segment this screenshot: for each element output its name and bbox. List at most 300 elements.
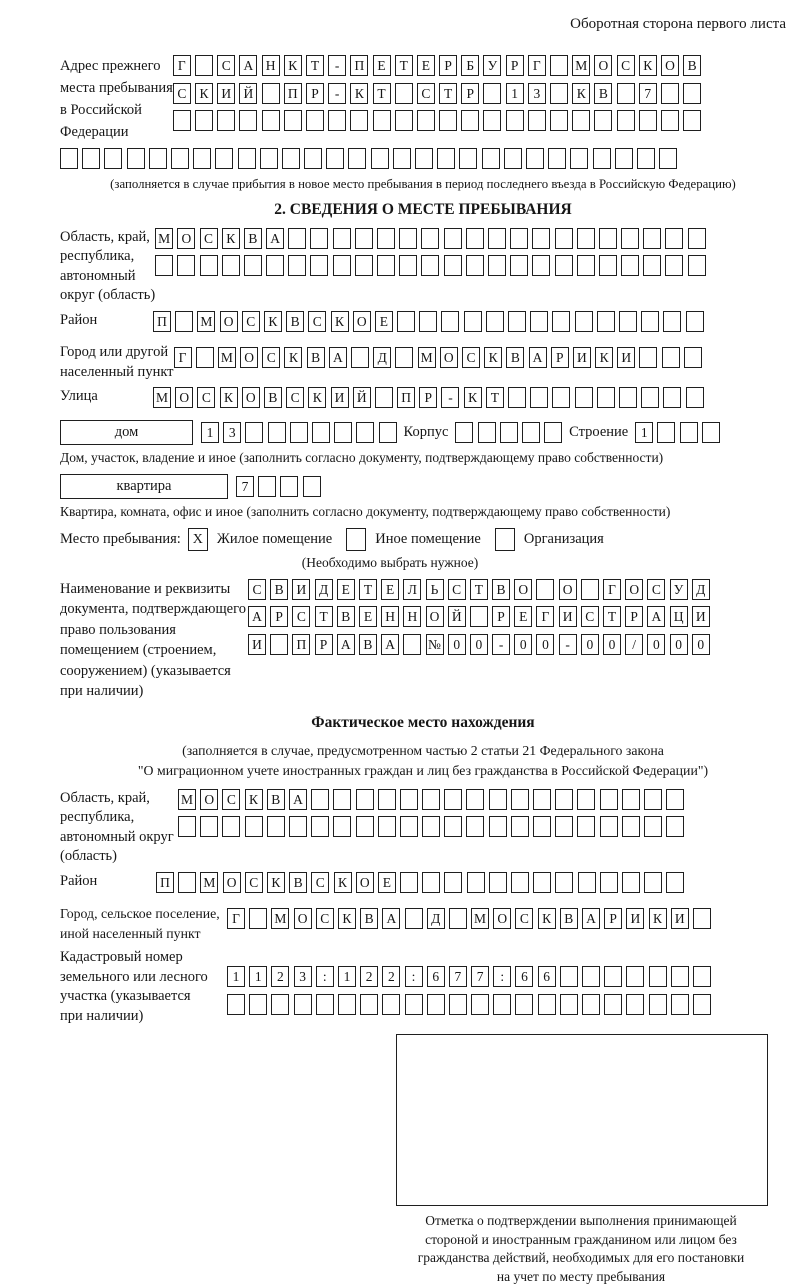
char-box[interactable]: [482, 148, 500, 169]
char-box[interactable]: [266, 255, 284, 276]
char-box[interactable]: [427, 994, 445, 1015]
char-box[interactable]: [666, 816, 684, 837]
char-box[interactable]: [373, 110, 391, 131]
char-box[interactable]: [421, 255, 439, 276]
char-box[interactable]: К: [334, 872, 352, 893]
char-box[interactable]: №: [426, 634, 444, 655]
char-box[interactable]: С: [448, 579, 466, 600]
char-box[interactable]: [617, 83, 635, 104]
char-box[interactable]: -: [492, 634, 510, 655]
char-box[interactable]: [644, 872, 662, 893]
char-box[interactable]: [104, 148, 122, 169]
char-box[interactable]: [510, 255, 528, 276]
char-box[interactable]: [619, 387, 637, 408]
checkbox-zhiloe[interactable]: X: [188, 528, 208, 551]
char-box[interactable]: [666, 872, 684, 893]
char-box[interactable]: [550, 55, 568, 76]
char-box[interactable]: К: [484, 347, 502, 368]
char-box[interactable]: [621, 255, 639, 276]
char-box[interactable]: [530, 311, 548, 332]
char-box[interactable]: Ь: [426, 579, 444, 600]
char-box[interactable]: Е: [514, 606, 532, 627]
char-box[interactable]: [333, 789, 351, 810]
char-box[interactable]: К: [220, 387, 238, 408]
char-box[interactable]: [657, 422, 675, 443]
dom-type-box[interactable]: дом: [60, 420, 193, 445]
char-box[interactable]: О: [200, 789, 218, 810]
char-box[interactable]: [405, 908, 423, 929]
char-box[interactable]: А: [289, 789, 307, 810]
char-box[interactable]: К: [264, 311, 282, 332]
char-box[interactable]: М: [200, 872, 218, 893]
char-box[interactable]: И: [292, 579, 310, 600]
char-box[interactable]: С: [262, 347, 280, 368]
char-box[interactable]: [351, 347, 369, 368]
char-box[interactable]: [200, 255, 218, 276]
char-box[interactable]: Т: [470, 579, 488, 600]
char-box[interactable]: О: [242, 387, 260, 408]
kvartira-type-box[interactable]: квартира: [60, 474, 228, 499]
char-box[interactable]: [375, 387, 393, 408]
char-box[interactable]: Р: [604, 908, 622, 929]
char-box[interactable]: [600, 789, 618, 810]
char-box[interactable]: А: [381, 634, 399, 655]
char-box[interactable]: [506, 110, 524, 131]
char-box[interactable]: [593, 148, 611, 169]
char-box[interactable]: [637, 148, 655, 169]
char-box[interactable]: [659, 148, 677, 169]
char-box[interactable]: [533, 872, 551, 893]
char-box[interactable]: 6: [427, 966, 445, 987]
char-box[interactable]: Е: [359, 606, 377, 627]
char-box[interactable]: [260, 148, 278, 169]
char-box[interactable]: К: [595, 347, 613, 368]
char-box[interactable]: В: [359, 634, 377, 655]
char-box[interactable]: [310, 228, 328, 249]
char-box[interactable]: [399, 228, 417, 249]
char-box[interactable]: [530, 387, 548, 408]
char-box[interactable]: 0: [514, 634, 532, 655]
char-box[interactable]: [604, 966, 622, 987]
char-box[interactable]: П: [153, 311, 171, 332]
char-box[interactable]: С: [292, 606, 310, 627]
char-box[interactable]: В: [337, 606, 355, 627]
char-box[interactable]: [488, 228, 506, 249]
char-box[interactable]: -: [559, 634, 577, 655]
char-box[interactable]: [444, 816, 462, 837]
char-box[interactable]: [328, 110, 346, 131]
char-box[interactable]: Ц: [670, 606, 688, 627]
char-box[interactable]: В: [360, 908, 378, 929]
char-box[interactable]: [238, 148, 256, 169]
char-box[interactable]: [200, 816, 218, 837]
char-box[interactable]: Г: [536, 606, 554, 627]
char-box[interactable]: [437, 148, 455, 169]
char-box[interactable]: [581, 579, 599, 600]
char-box[interactable]: М: [178, 789, 196, 810]
char-box[interactable]: 7: [236, 476, 254, 497]
char-box[interactable]: [489, 872, 507, 893]
char-box[interactable]: [400, 789, 418, 810]
char-box[interactable]: [626, 994, 644, 1015]
char-box[interactable]: [333, 228, 351, 249]
char-box[interactable]: П: [350, 55, 368, 76]
char-box[interactable]: О: [514, 579, 532, 600]
char-box[interactable]: [350, 110, 368, 131]
char-box[interactable]: С: [248, 579, 266, 600]
char-box[interactable]: [544, 422, 562, 443]
char-box[interactable]: [622, 816, 640, 837]
char-box[interactable]: [617, 110, 635, 131]
char-box[interactable]: М: [418, 347, 436, 368]
char-box[interactable]: [666, 789, 684, 810]
checkbox-organizatsiya[interactable]: [495, 528, 515, 551]
char-box[interactable]: [555, 816, 573, 837]
char-box[interactable]: [421, 228, 439, 249]
char-box[interactable]: [483, 83, 501, 104]
char-box[interactable]: [249, 994, 267, 1015]
char-box[interactable]: [693, 966, 711, 987]
char-box[interactable]: И: [671, 908, 689, 929]
char-box[interactable]: [578, 872, 596, 893]
char-box[interactable]: К: [350, 83, 368, 104]
char-box[interactable]: Г: [603, 579, 621, 600]
char-box[interactable]: [493, 994, 511, 1015]
char-box[interactable]: С: [245, 872, 263, 893]
char-box[interactable]: [239, 110, 257, 131]
char-box[interactable]: И: [692, 606, 710, 627]
char-box[interactable]: [441, 311, 459, 332]
char-box[interactable]: [326, 148, 344, 169]
char-box[interactable]: О: [426, 606, 444, 627]
char-box[interactable]: [60, 148, 78, 169]
char-box[interactable]: 1: [201, 422, 219, 443]
char-box[interactable]: С: [617, 55, 635, 76]
char-box[interactable]: [508, 387, 526, 408]
char-box[interactable]: [511, 816, 529, 837]
char-box[interactable]: [683, 83, 701, 104]
char-box[interactable]: С: [242, 311, 260, 332]
char-box[interactable]: [282, 148, 300, 169]
char-box[interactable]: [280, 476, 298, 497]
char-box[interactable]: [511, 789, 529, 810]
char-box[interactable]: [249, 908, 267, 929]
char-box[interactable]: 0: [470, 634, 488, 655]
char-box[interactable]: 1: [506, 83, 524, 104]
char-box[interactable]: [464, 311, 482, 332]
char-box[interactable]: -: [328, 55, 346, 76]
char-box[interactable]: Р: [306, 83, 324, 104]
char-box[interactable]: [597, 387, 615, 408]
char-box[interactable]: [334, 422, 352, 443]
char-box[interactable]: [217, 110, 235, 131]
char-box[interactable]: М: [271, 908, 289, 929]
char-box[interactable]: [626, 966, 644, 987]
char-box[interactable]: Й: [353, 387, 371, 408]
char-box[interactable]: 3: [528, 83, 546, 104]
char-box[interactable]: [193, 148, 211, 169]
char-box[interactable]: [245, 422, 263, 443]
char-box[interactable]: [397, 311, 415, 332]
char-box[interactable]: Д: [427, 908, 445, 929]
char-box[interactable]: [400, 816, 418, 837]
char-box[interactable]: [560, 966, 578, 987]
char-box[interactable]: И: [217, 83, 235, 104]
char-box[interactable]: С: [417, 83, 435, 104]
char-box[interactable]: [599, 255, 617, 276]
char-box[interactable]: Т: [395, 55, 413, 76]
char-box[interactable]: [466, 228, 484, 249]
char-box[interactable]: Й: [448, 606, 466, 627]
char-box[interactable]: Н: [403, 606, 421, 627]
char-box[interactable]: [478, 422, 496, 443]
char-box[interactable]: [378, 816, 396, 837]
char-box[interactable]: [639, 347, 657, 368]
char-box[interactable]: [688, 255, 706, 276]
char-box[interactable]: [560, 994, 578, 1015]
char-box[interactable]: Е: [375, 311, 393, 332]
char-box[interactable]: К: [308, 387, 326, 408]
char-box[interactable]: [304, 148, 322, 169]
char-box[interactable]: [338, 994, 356, 1015]
char-box[interactable]: [82, 148, 100, 169]
char-box[interactable]: [245, 816, 263, 837]
char-box[interactable]: [671, 966, 689, 987]
char-box[interactable]: С: [286, 387, 304, 408]
char-box[interactable]: :: [405, 966, 423, 987]
char-box[interactable]: [262, 110, 280, 131]
char-box[interactable]: Д: [315, 579, 333, 600]
char-box[interactable]: [582, 966, 600, 987]
char-box[interactable]: Т: [315, 606, 333, 627]
char-box[interactable]: И: [331, 387, 349, 408]
char-box[interactable]: [268, 422, 286, 443]
char-box[interactable]: [575, 387, 593, 408]
char-box[interactable]: П: [156, 872, 174, 893]
char-box[interactable]: [577, 816, 595, 837]
char-box[interactable]: -: [328, 83, 346, 104]
char-box[interactable]: [196, 347, 214, 368]
char-box[interactable]: [377, 255, 395, 276]
char-box[interactable]: [597, 311, 615, 332]
char-box[interactable]: [550, 110, 568, 131]
char-box[interactable]: О: [440, 347, 458, 368]
char-box[interactable]: [449, 994, 467, 1015]
char-box[interactable]: [444, 255, 462, 276]
char-box[interactable]: В: [244, 228, 262, 249]
char-box[interactable]: [356, 816, 374, 837]
char-box[interactable]: [311, 816, 329, 837]
char-box[interactable]: [422, 816, 440, 837]
char-box[interactable]: Р: [419, 387, 437, 408]
char-box[interactable]: А: [382, 908, 400, 929]
char-box[interactable]: Т: [359, 579, 377, 600]
char-box[interactable]: [582, 994, 600, 1015]
char-box[interactable]: 0: [536, 634, 554, 655]
char-box[interactable]: [532, 228, 550, 249]
char-box[interactable]: [693, 908, 711, 929]
char-box[interactable]: П: [397, 387, 415, 408]
char-box[interactable]: Е: [373, 55, 391, 76]
char-box[interactable]: [455, 422, 473, 443]
char-box[interactable]: С: [308, 311, 326, 332]
char-box[interactable]: 3: [223, 422, 241, 443]
char-box[interactable]: [127, 148, 145, 169]
char-box[interactable]: [555, 228, 573, 249]
char-box[interactable]: 1: [635, 422, 653, 443]
char-box[interactable]: [178, 872, 196, 893]
char-box[interactable]: [693, 994, 711, 1015]
char-box[interactable]: Г: [173, 55, 191, 76]
char-box[interactable]: П: [284, 83, 302, 104]
char-box[interactable]: [290, 422, 308, 443]
char-box[interactable]: [306, 110, 324, 131]
char-box[interactable]: [356, 789, 374, 810]
char-box[interactable]: Р: [315, 634, 333, 655]
char-box[interactable]: [511, 872, 529, 893]
char-box[interactable]: [262, 83, 280, 104]
char-box[interactable]: Р: [506, 55, 524, 76]
char-box[interactable]: [508, 311, 526, 332]
char-box[interactable]: И: [617, 347, 635, 368]
char-box[interactable]: [600, 816, 618, 837]
char-box[interactable]: Р: [461, 83, 479, 104]
char-box[interactable]: [510, 228, 528, 249]
char-box[interactable]: [271, 994, 289, 1015]
char-box[interactable]: [688, 228, 706, 249]
char-box[interactable]: А: [248, 606, 266, 627]
char-box[interactable]: [284, 110, 302, 131]
char-box[interactable]: Е: [337, 579, 355, 600]
char-box[interactable]: Р: [551, 347, 569, 368]
char-box[interactable]: Л: [403, 579, 421, 600]
char-box[interactable]: [403, 634, 421, 655]
char-box[interactable]: [702, 422, 720, 443]
char-box[interactable]: [311, 789, 329, 810]
char-box[interactable]: [577, 255, 595, 276]
char-box[interactable]: [555, 255, 573, 276]
char-box[interactable]: [356, 422, 374, 443]
char-box[interactable]: М: [197, 311, 215, 332]
char-box[interactable]: [270, 634, 288, 655]
char-box[interactable]: Е: [417, 55, 435, 76]
char-box[interactable]: [155, 255, 173, 276]
char-box[interactable]: [533, 789, 551, 810]
char-box[interactable]: К: [267, 872, 285, 893]
char-box[interactable]: [570, 148, 588, 169]
char-box[interactable]: Т: [603, 606, 621, 627]
char-box[interactable]: [195, 55, 213, 76]
char-box[interactable]: [222, 255, 240, 276]
char-box[interactable]: С: [200, 228, 218, 249]
char-box[interactable]: [178, 816, 196, 837]
char-box[interactable]: О: [294, 908, 312, 929]
char-box[interactable]: Н: [381, 606, 399, 627]
char-box[interactable]: [644, 789, 662, 810]
char-box[interactable]: [310, 255, 328, 276]
char-box[interactable]: Т: [486, 387, 504, 408]
char-box[interactable]: [466, 255, 484, 276]
char-box[interactable]: [515, 994, 533, 1015]
char-box[interactable]: К: [649, 908, 667, 929]
char-box[interactable]: 7: [471, 966, 489, 987]
char-box[interactable]: О: [356, 872, 374, 893]
char-box[interactable]: [649, 966, 667, 987]
char-box[interactable]: [355, 228, 373, 249]
char-box[interactable]: [555, 789, 573, 810]
char-box[interactable]: 0: [692, 634, 710, 655]
char-box[interactable]: М: [153, 387, 171, 408]
char-box[interactable]: [149, 148, 167, 169]
char-box[interactable]: [504, 148, 522, 169]
char-box[interactable]: М: [572, 55, 590, 76]
char-box[interactable]: О: [175, 387, 193, 408]
char-box[interactable]: 6: [515, 966, 533, 987]
char-box[interactable]: [552, 387, 570, 408]
char-box[interactable]: С: [462, 347, 480, 368]
char-box[interactable]: [661, 110, 679, 131]
char-box[interactable]: В: [594, 83, 612, 104]
char-box[interactable]: И: [559, 606, 577, 627]
char-box[interactable]: [267, 816, 285, 837]
char-box[interactable]: [303, 476, 321, 497]
char-box[interactable]: Г: [528, 55, 546, 76]
char-box[interactable]: [643, 228, 661, 249]
char-box[interactable]: [550, 83, 568, 104]
char-box[interactable]: [641, 311, 659, 332]
char-box[interactable]: [532, 255, 550, 276]
char-box[interactable]: Е: [381, 579, 399, 600]
char-box[interactable]: [439, 110, 457, 131]
char-box[interactable]: [528, 110, 546, 131]
char-box[interactable]: [258, 476, 276, 497]
char-box[interactable]: В: [683, 55, 701, 76]
char-box[interactable]: В: [492, 579, 510, 600]
char-box[interactable]: [405, 994, 423, 1015]
char-box[interactable]: [395, 83, 413, 104]
char-box[interactable]: В: [286, 311, 304, 332]
char-box[interactable]: [488, 255, 506, 276]
checkbox-inoe[interactable]: [346, 528, 366, 551]
char-box[interactable]: С: [222, 789, 240, 810]
char-box[interactable]: [288, 255, 306, 276]
char-box[interactable]: Д: [373, 347, 391, 368]
char-box[interactable]: [486, 311, 504, 332]
char-box[interactable]: С: [173, 83, 191, 104]
char-box[interactable]: [662, 347, 680, 368]
char-box[interactable]: Р: [439, 55, 457, 76]
char-box[interactable]: Д: [692, 579, 710, 600]
char-box[interactable]: А: [529, 347, 547, 368]
char-box[interactable]: [444, 228, 462, 249]
char-box[interactable]: [360, 994, 378, 1015]
char-box[interactable]: К: [572, 83, 590, 104]
char-box[interactable]: [500, 422, 518, 443]
char-box[interactable]: С: [197, 387, 215, 408]
char-box[interactable]: :: [316, 966, 334, 987]
char-box[interactable]: [177, 255, 195, 276]
char-box[interactable]: К: [639, 55, 657, 76]
char-box[interactable]: [643, 255, 661, 276]
char-box[interactable]: [382, 994, 400, 1015]
char-box[interactable]: [522, 422, 540, 443]
char-box[interactable]: 7: [449, 966, 467, 987]
char-box[interactable]: К: [538, 908, 556, 929]
char-box[interactable]: 1: [338, 966, 356, 987]
char-box[interactable]: 0: [670, 634, 688, 655]
char-box[interactable]: [215, 148, 233, 169]
char-box[interactable]: [393, 148, 411, 169]
